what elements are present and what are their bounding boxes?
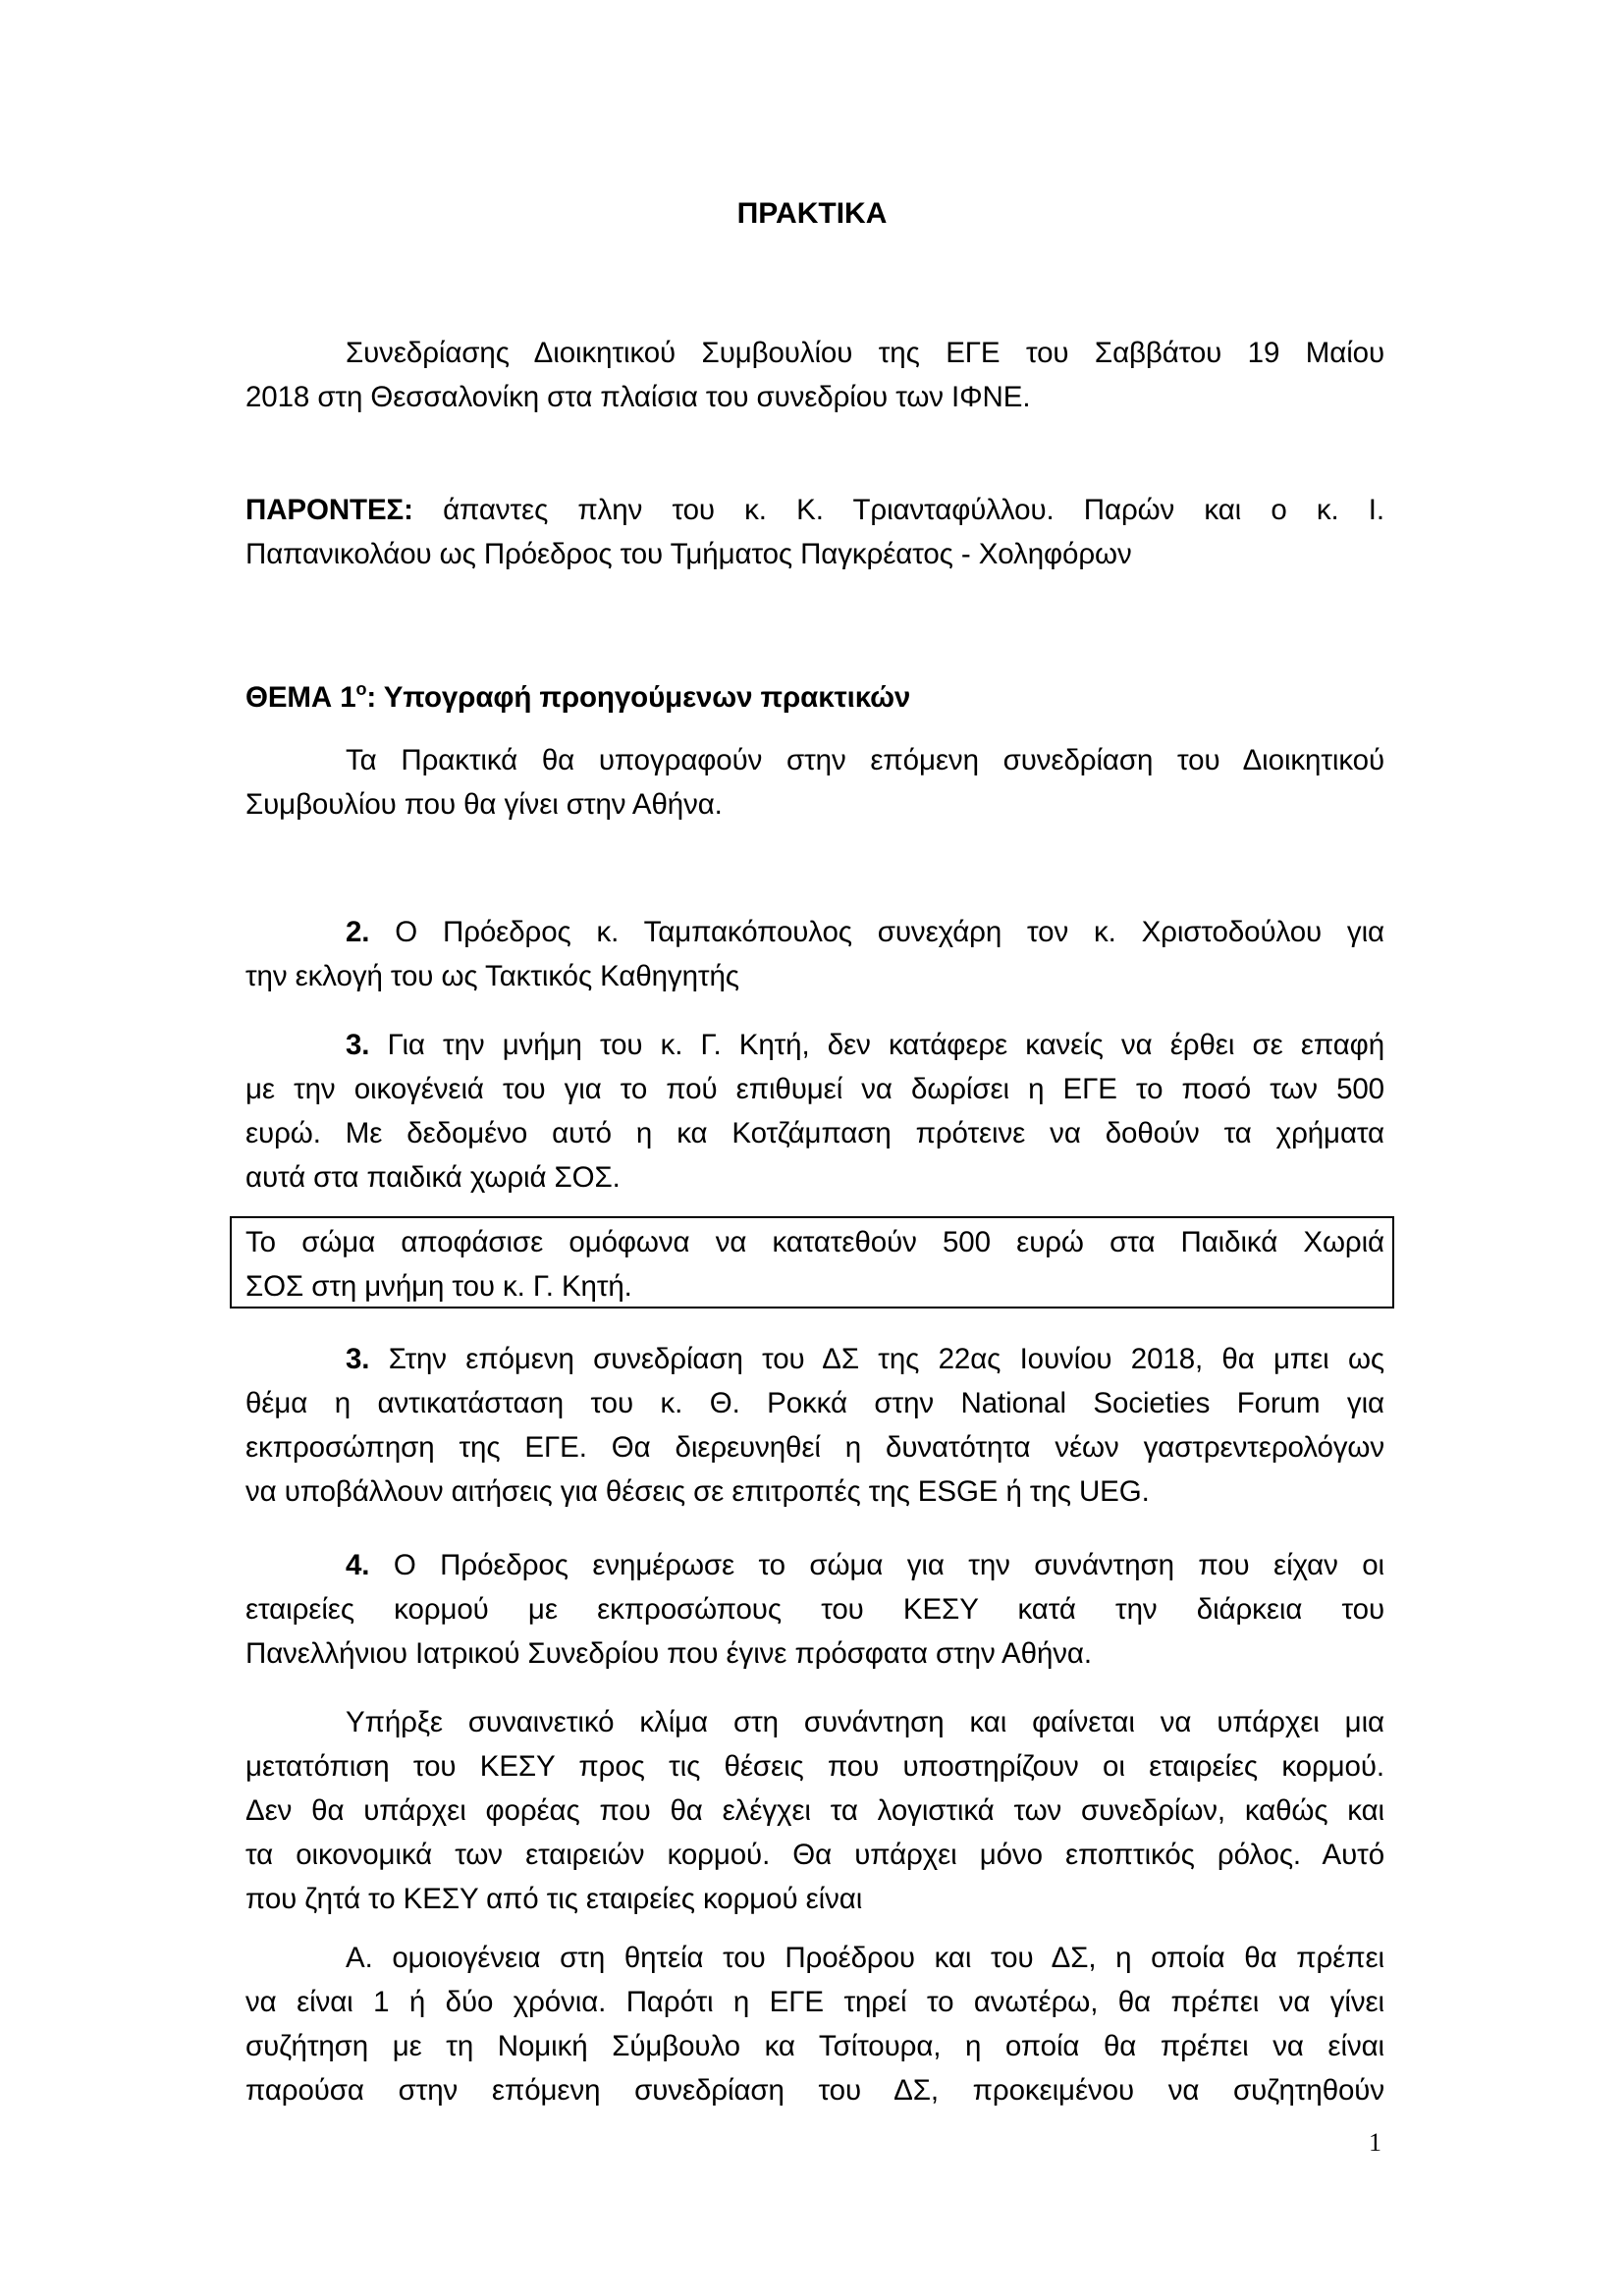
topic1-heading-suffix: : Υπογραφή προηγούμενων πρακτικών <box>366 681 911 714</box>
point-a-line: συζήτηση με τη Νομική Σύμβουλο κα Τσίτουρα, η οποία θα πρέπει να είναι <box>245 2030 1384 2062</box>
attendees-text: άπαντες πλην του κ. Κ. Τριανταφύλλου. Παρών και ο κ. Ι. <box>443 494 1384 526</box>
document-title: ΠΡΑΚΤΙΚΑ <box>736 197 888 230</box>
item-2-paragraph <box>245 910 1384 998</box>
decision-text <box>245 1220 1384 1308</box>
intro-paragraph <box>245 331 1384 419</box>
topic1-line: Τα Πρακτικά θα υπογραφούν στην επόμενη συνεδρίαση του Διοικητικού <box>346 744 1384 776</box>
item-3a-paragraph <box>245 1023 1384 1200</box>
topic1-line: Συμβουλίου που θα γίνει στην Αθήνα. <box>245 788 723 821</box>
intro-line: Συνεδρίασης Διοικητικού Συμβουλίου της ΕΓΕ του Σαββάτου 19 Μαίου <box>346 337 1384 369</box>
item-3b-paragraph <box>245 1337 1384 1514</box>
attendees-line <box>245 488 1384 532</box>
climate-line: μετατόπιση του ΚΕΣΥ προς τις θέσεις που υποστηρίζουν οι εταιρείες κορμού. <box>245 1750 1384 1783</box>
item-2-line: την εκλογή του ως Τακτικός Καθηγητής <box>245 960 739 992</box>
page-number: 1 <box>1369 2128 1381 2157</box>
item-3b-line: Στην επόμενη συνεδρίαση του ΔΣ της 22ας Ιουνίου 2018, θα μπει ως <box>369 1343 1384 1375</box>
attendees-paragraph <box>245 488 1384 576</box>
climate-paragraph <box>245 1700 1384 1921</box>
point-a-line: να είναι 1 ή δύο χρόνια. Παρότι η ΕΓΕ τηρεί το ανωτέρω, θα πρέπει να γίνει <box>245 1986 1384 2018</box>
item-4-number: 4. <box>346 1549 370 1581</box>
item-3b-line: θέμα η αντικατάσταση του κ. Θ. Ροκκά στην National Societies Forum για <box>245 1387 1384 1419</box>
attendees-line: Παπανικολάου ως Πρόεδρος του Τμήματος Παγκρέατος - Χοληφόρων <box>245 538 1132 570</box>
point-a-line: παρούσα στην επόμενη συνεδρίαση του ΔΣ, προκειμένου να συζητηθούν <box>245 2074 1384 2107</box>
item-2-number: 2. <box>346 916 370 948</box>
climate-line: Δεν θα υπάρχει φορέας που θα ελέγχει τα λογιστικά των συνεδρίων, καθώς και <box>245 1794 1384 1827</box>
topic1-heading-sup: ο <box>355 679 367 699</box>
item-4-line: Ο Πρόεδρος ενημέρωσε το σώμα για την συνάντηση που είχαν οι <box>369 1549 1384 1581</box>
climate-line: Υπήρξε συναινετικό κλίμα στη συνάντηση και φαίνεται να υπάρχει μια <box>346 1706 1384 1738</box>
item-3b-line: να υποβάλλουν αιτήσεις για θέσεις σε επιτροπές της ESGE ή της UEG. <box>245 1475 1150 1508</box>
decision-line: ΣΟΣ στη μνήμη του κ. Γ. Κητή. <box>245 1270 632 1303</box>
item-3a-line: Για την μνήμη του κ. Γ. Κητή, δεν κατάφερε κανείς να έρθει σε επαφή <box>369 1029 1384 1061</box>
decision-line: Το σώμα αποφάσισε ομόφωνα να κατατεθούν 500 ευρώ στα Παιδικά Χωριά <box>245 1226 1384 1258</box>
item-4-paragraph <box>245 1543 1384 1676</box>
topic1-heading-prefix: ΘΕΜΑ 1 <box>245 681 356 714</box>
item-3b-number: 3. <box>346 1343 370 1375</box>
topic1-paragraph <box>245 738 1384 827</box>
intro-line: 2018 στη Θεσσαλονίκη στα πλαίσια του συνεδρίου των ΙΦΝΕ. <box>245 381 1031 413</box>
item-3a-line: με την οικογένειά του για το πού επιθυμεί να δωρίσει η ΕΓΕ το ποσό των 500 <box>245 1073 1384 1105</box>
climate-line: τα οικονομικά των εταιρειών κορμού. Θα υπάρχει μόνο εποπτικός ρόλος. Αυτό <box>245 1839 1384 1871</box>
point-a-line: Α. ομοιογένεια στη θητεία του Προέδρου και του ΔΣ, η οποία θα πρέπει <box>346 1942 1384 1974</box>
item-3a-number: 3. <box>346 1029 370 1061</box>
item-2-line: Ο Πρόεδρος κ. Ταμπακόπουλος συνεχάρη τον κ. Χριστοδούλου για <box>369 916 1384 948</box>
climate-line: που ζητά το ΚΕΣΥ από τις εταιρείες κορμού είναι <box>245 1883 863 1915</box>
item-4-line: Πανελλήνιου Ιατρικού Συνεδρίου που έγινε πρόσφατα στην Αθήνα. <box>245 1637 1092 1670</box>
item-3a-line: ευρώ. Με δεδομένο αυτό η κα Κοτζάμπαση πρότεινε να δοθούν τα χρήματα <box>245 1117 1384 1149</box>
item-3b-line: εκπροσώπηση της ΕΓΕ. Θα διερευνηθεί η δυνατότητα νέων γαστρεντερολόγων <box>245 1431 1384 1464</box>
item-4-line: εταιρείες κορμού με εκπροσώπους του ΚΕΣΥ κατά την διάρκεια του <box>245 1593 1384 1626</box>
point-a-paragraph <box>245 1936 1384 2112</box>
topic1-heading <box>245 675 1384 720</box>
attendees-label: ΠΑΡΟΝΤΕΣ: <box>245 494 413 526</box>
item-3a-line: αυτά στα παιδικά χωριά ΣΟΣ. <box>245 1161 621 1194</box>
